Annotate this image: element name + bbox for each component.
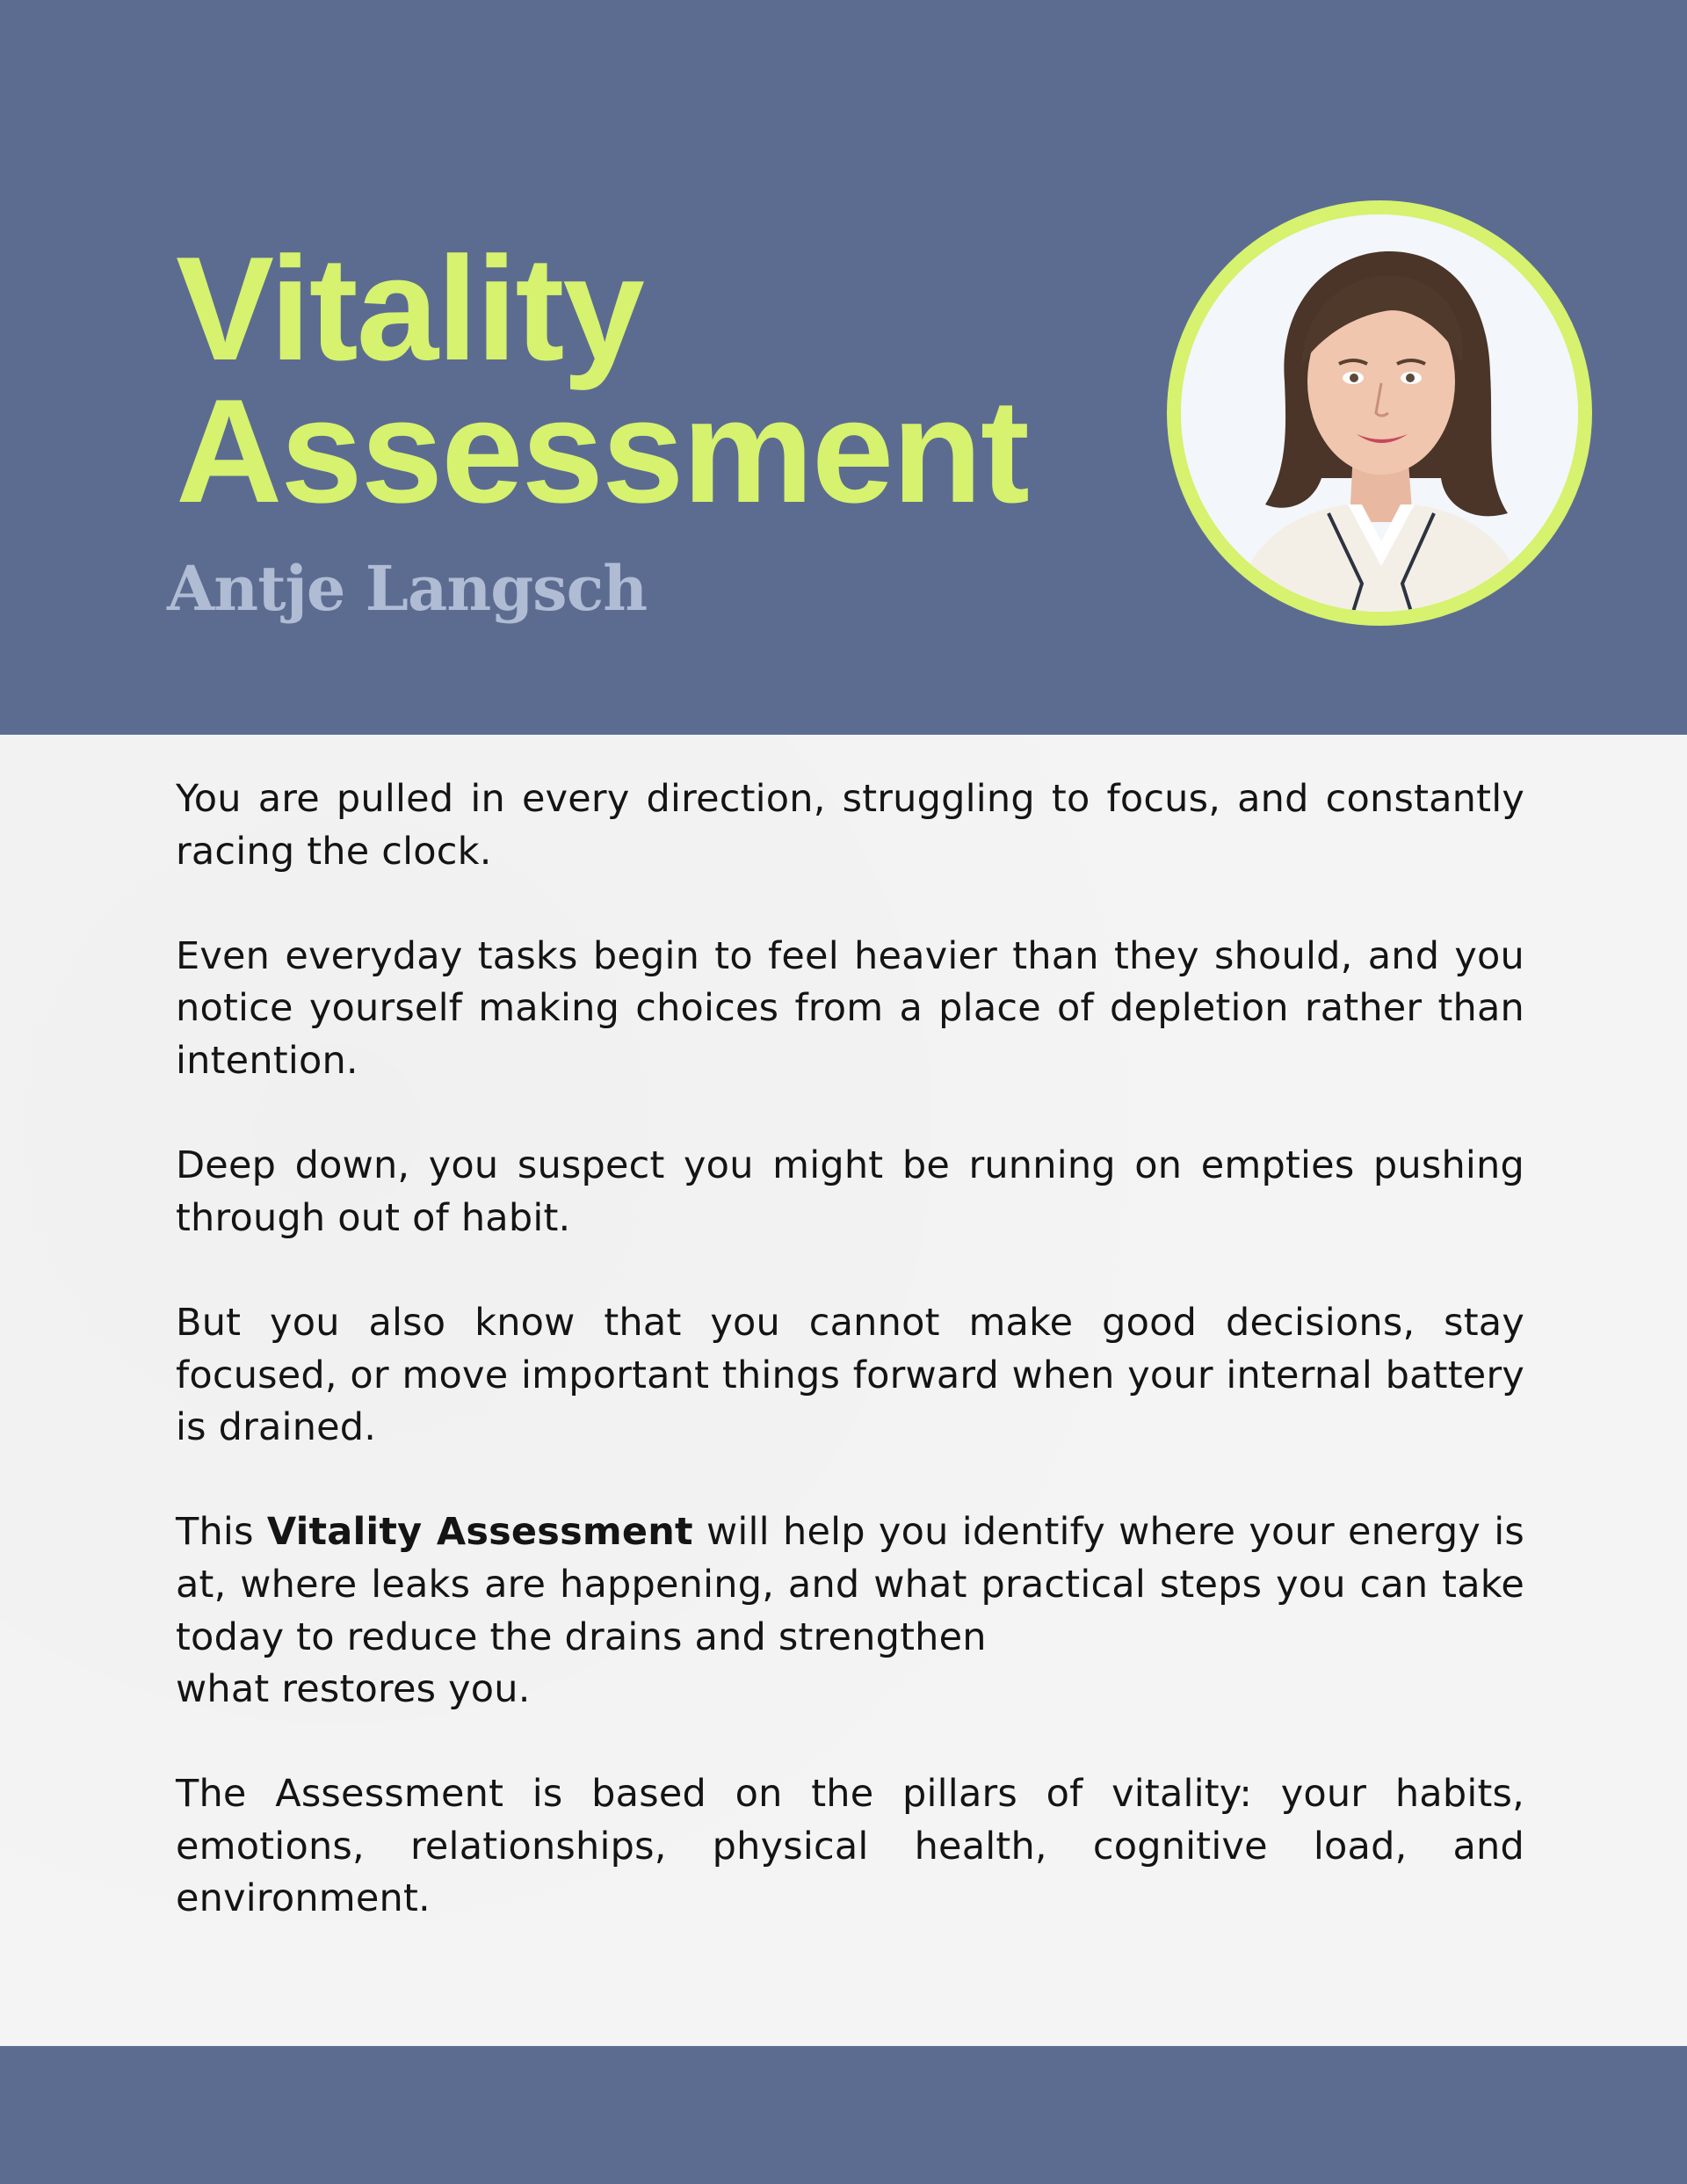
- page-title: [176, 226, 1028, 533]
- paragraph-2: Even everyday tasks begin to feel heavier than they should, and you notice yourself making choices from a place of depletion rather than intention.: [176, 933, 1524, 1083]
- paragraph-5-last-line: what restores you.: [176, 1667, 531, 1712]
- paragraph-5-body: will help you identify where your energy is at, where leaks are happening, and what practical steps you can take today to reduce the drains and strengthen: [176, 1510, 1524, 1659]
- header-banner: [0, 0, 1687, 735]
- paragraph-6: The Assessment is based on the pillars of vitality: your habits, emotions, relationships, physical health, cognitive load, and environment.: [176, 1772, 1524, 1921]
- portrait-ring: [1167, 200, 1592, 626]
- paragraph-3: Deep down, you suspect you might be running on empties pushing through out of habit.: [176, 1143, 1524, 1240]
- paragraph-5: [176, 1506, 1524, 1716]
- paragraph-5-lead: This: [176, 1510, 267, 1555]
- portrait-illustration: [1181, 214, 1578, 612]
- title-line-2: Assessment: [176, 368, 1028, 533]
- author-portrait: [1181, 214, 1578, 612]
- assessment-name-bold: Vitality Assessment: [266, 1510, 693, 1555]
- title-line-1: Vitality: [176, 226, 643, 391]
- paragraph-4: But you also know that you cannot make good decisions, stay focused, or move important things forward when your internal battery is drained.: [176, 1300, 1524, 1450]
- intro-text: [176, 773, 1524, 1926]
- footer-band: [0, 2046, 1687, 2184]
- author-name: Antje Langsch: [167, 552, 648, 625]
- paragraph-1: You are pulled in every direction, struggling to focus, and constantly racing the clock.: [176, 777, 1524, 874]
